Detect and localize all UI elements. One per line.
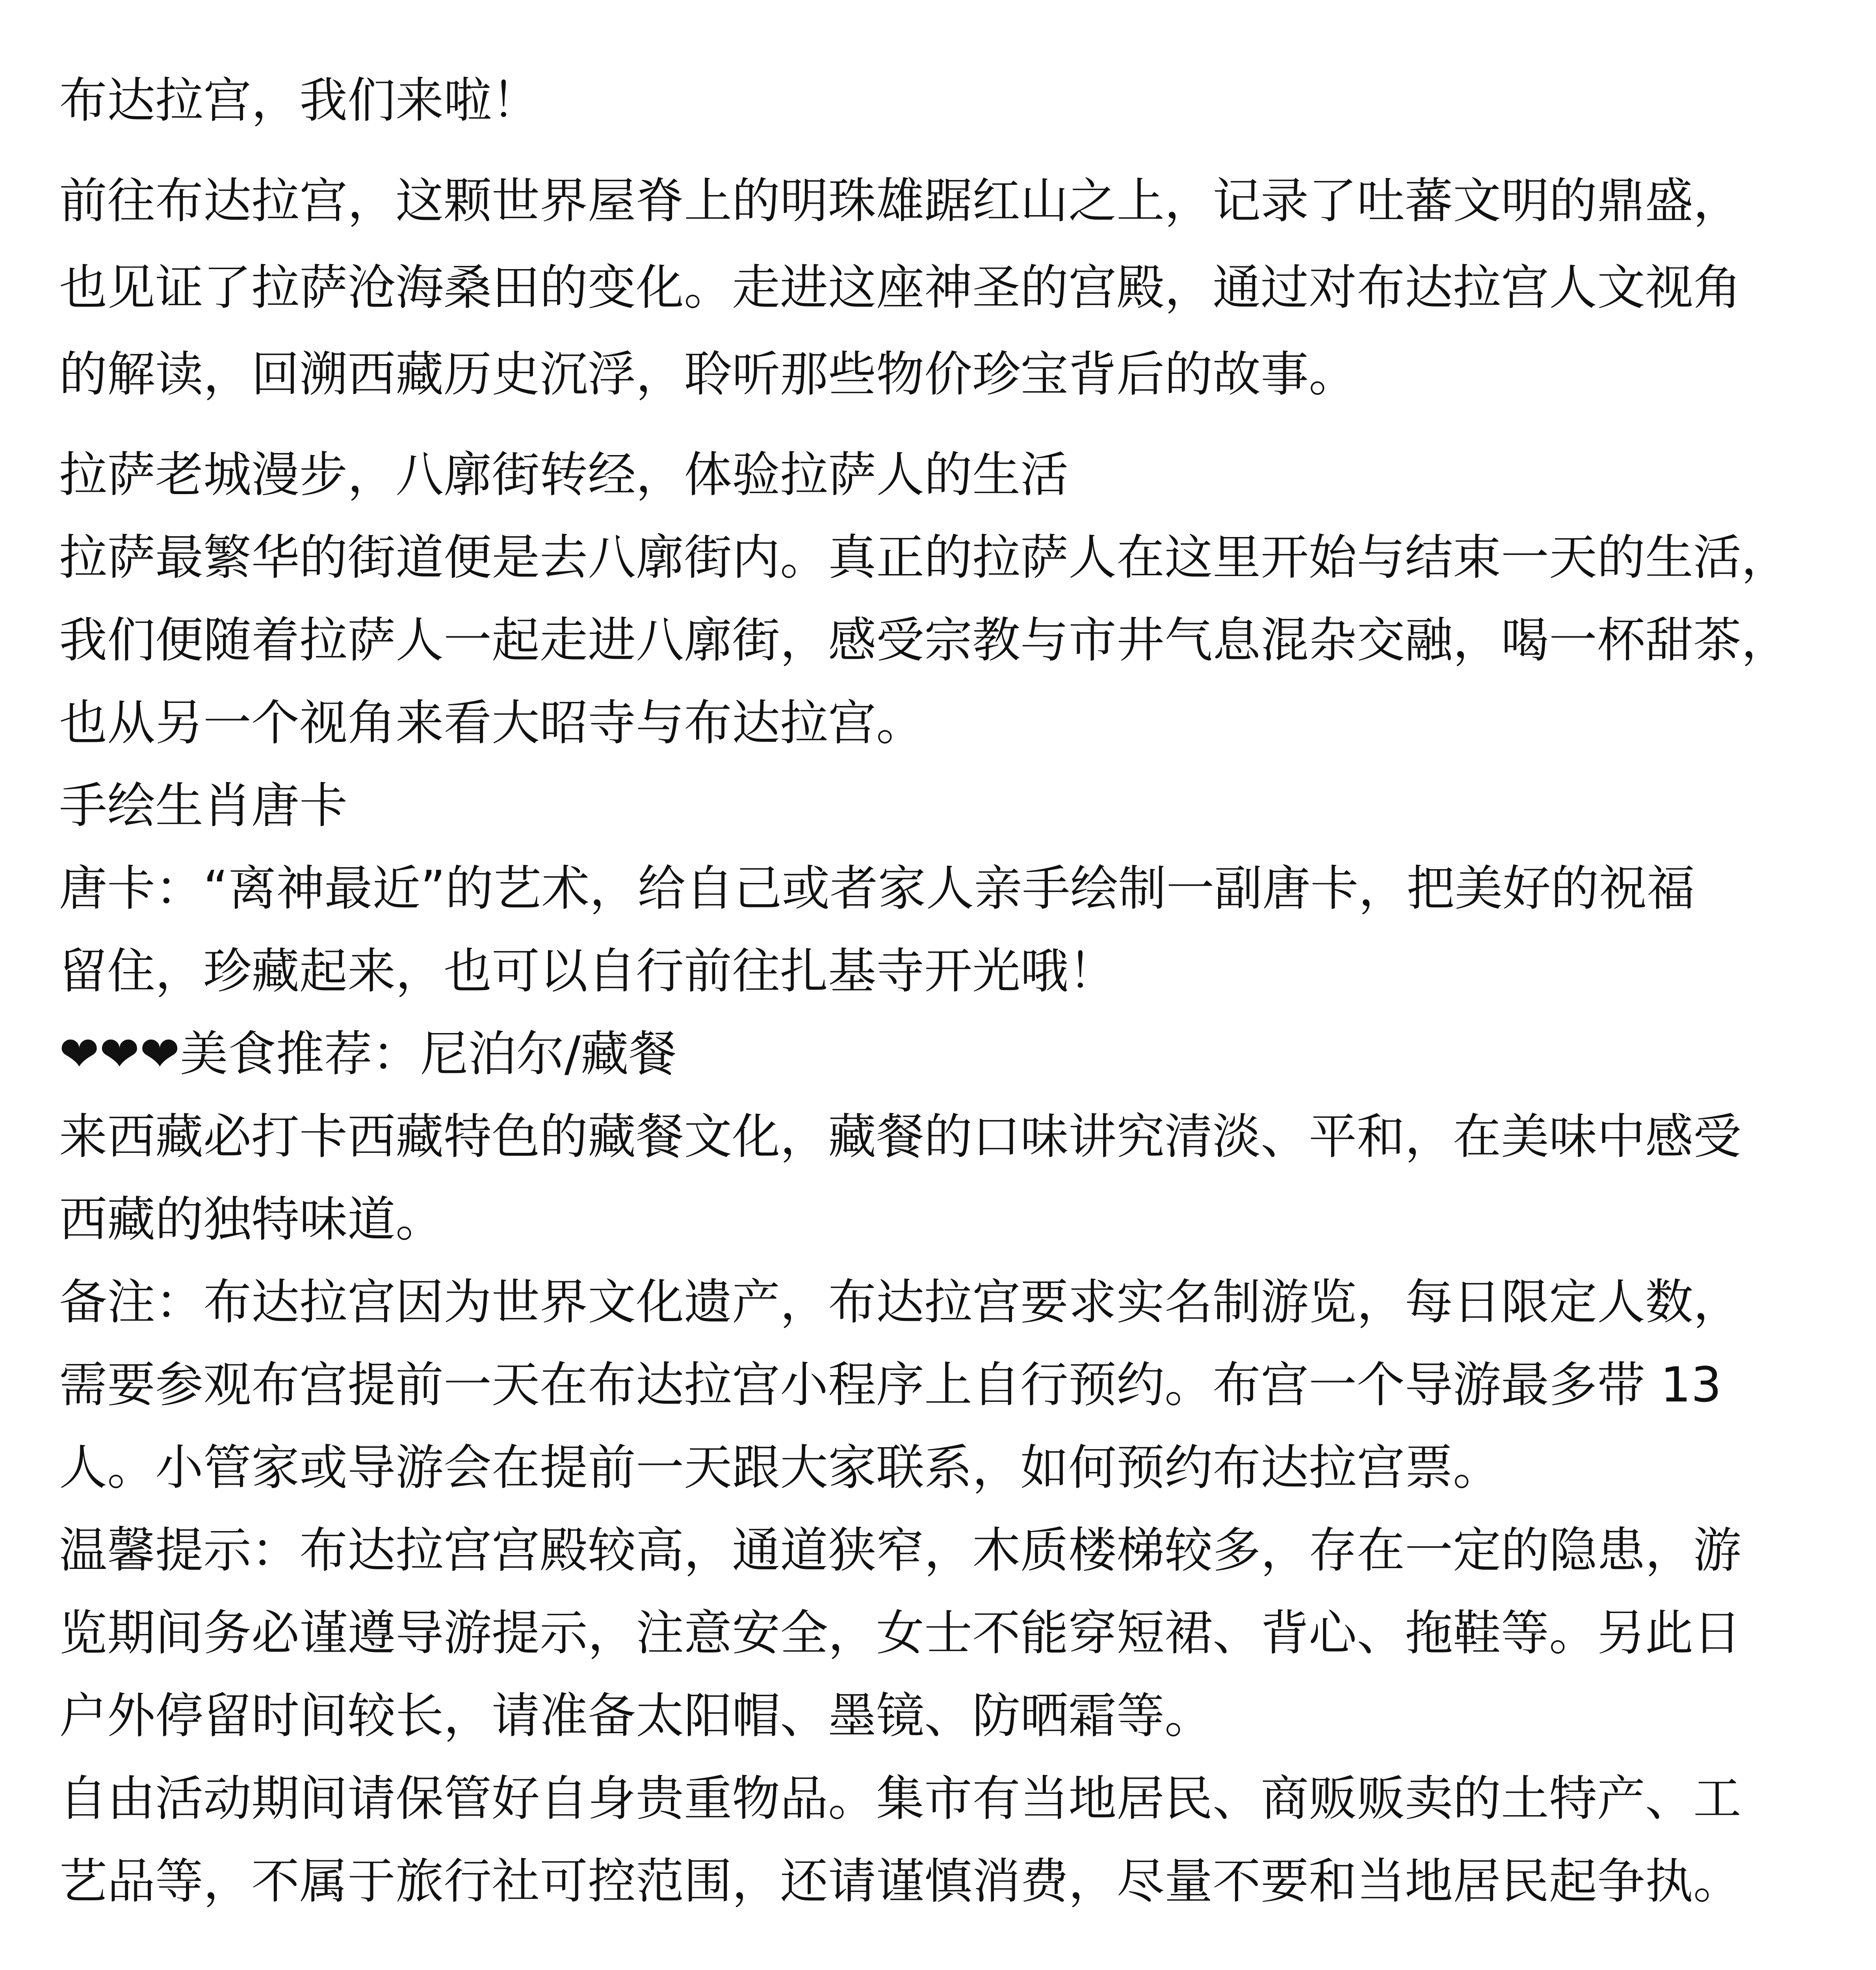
paragraph-line: 我们便随着拉萨人一起走进八廓街，感受宗教与市井气息混杂交融，喝一杯甜茶，	[59, 612, 1789, 668]
document-body	[59, 59, 1816, 1970]
note-line: 温馨提示：布达拉宫宫殿较高，通道狭窄，木质楼梯较多，存在一定的隐患，游	[59, 1522, 1741, 1578]
day-three-heading	[59, 1950, 1816, 1970]
section-title-food: ❤❤❤美食推荐：尼泊尔/藏餐	[59, 1026, 677, 1082]
paragraph-line: 也见证了拉萨沧海桑田的变化。走进这座神圣的宫殿，通过对布达拉宫人文视角	[59, 260, 1741, 316]
paragraph-line: 留住，珍藏起来，也可以自行前往扎基寺开光哦！	[59, 943, 1116, 999]
paragraph-line: 拉萨最繁华的街道便是去八廓街内。真正的拉萨人在这里开始与结束一天的生活，	[59, 530, 1789, 585]
note-line: 人。小管家或导游会在提前一天跟大家联系，如何预约布达拉宫票。	[59, 1440, 1501, 1496]
paragraph-line: 前往布达拉宫，这颗世界屋脊上的明珠雄踞红山之上，记录了吐蕃文明的鼎盛，	[59, 173, 1741, 229]
note-line: 艺品等，不属于旅行社可控范围，还请谨慎消费，尽量不要和当地居民起争执。	[59, 1853, 1741, 1909]
paragraph-line: 的解读，回溯西藏历史沉浮，聆听那些物价珍宝背后的故事。	[59, 346, 1357, 402]
note-line: 览期间务必谨遵导游提示，注意安全，女士不能穿短裙、背心、拖鞋等。另此日	[59, 1605, 1741, 1661]
note-line: 自由活动期间请保管好自身贵重物品。集市有当地居民、商贩贩卖的土特产、工	[59, 1771, 1741, 1827]
note-line: 需要参观布宫提前一天在布达拉宫小程序上自行预约。布宫一个导游最多带 13	[59, 1357, 1722, 1413]
section-title-barkhor: 拉萨老城漫步，八廓街转经，体验拉萨人的生活	[59, 447, 1068, 503]
section-title-potala: 布达拉宫，我们来啦！	[59, 72, 540, 128]
day-heading-line	[59, 1950, 1816, 1970]
note-line: 户外停留时间较长，请准备太阳帽、墨镜、防晒霜等。	[59, 1688, 1213, 1744]
section-title-thangka: 手绘生肖唐卡	[59, 778, 347, 834]
paragraph-line: 西藏的独特味道。	[59, 1191, 444, 1247]
note-line: 备注：布达拉宫因为世界文化遗产，布达拉宫要求实名制游览，每日限定人数，	[59, 1274, 1741, 1330]
paragraph-line: 唐卡：“离神最近”的艺术，给自己或者家人亲手绘制一副唐卡，把美好的祝福	[59, 860, 1695, 916]
paragraph-line: 来西藏必打卡西藏特色的藏餐文化，藏餐的口味讲究清淡、平和，在美味中感受	[59, 1109, 1741, 1165]
paragraph-line: 也从另一个视角来看大昭寺与布达拉宫。	[59, 695, 924, 751]
